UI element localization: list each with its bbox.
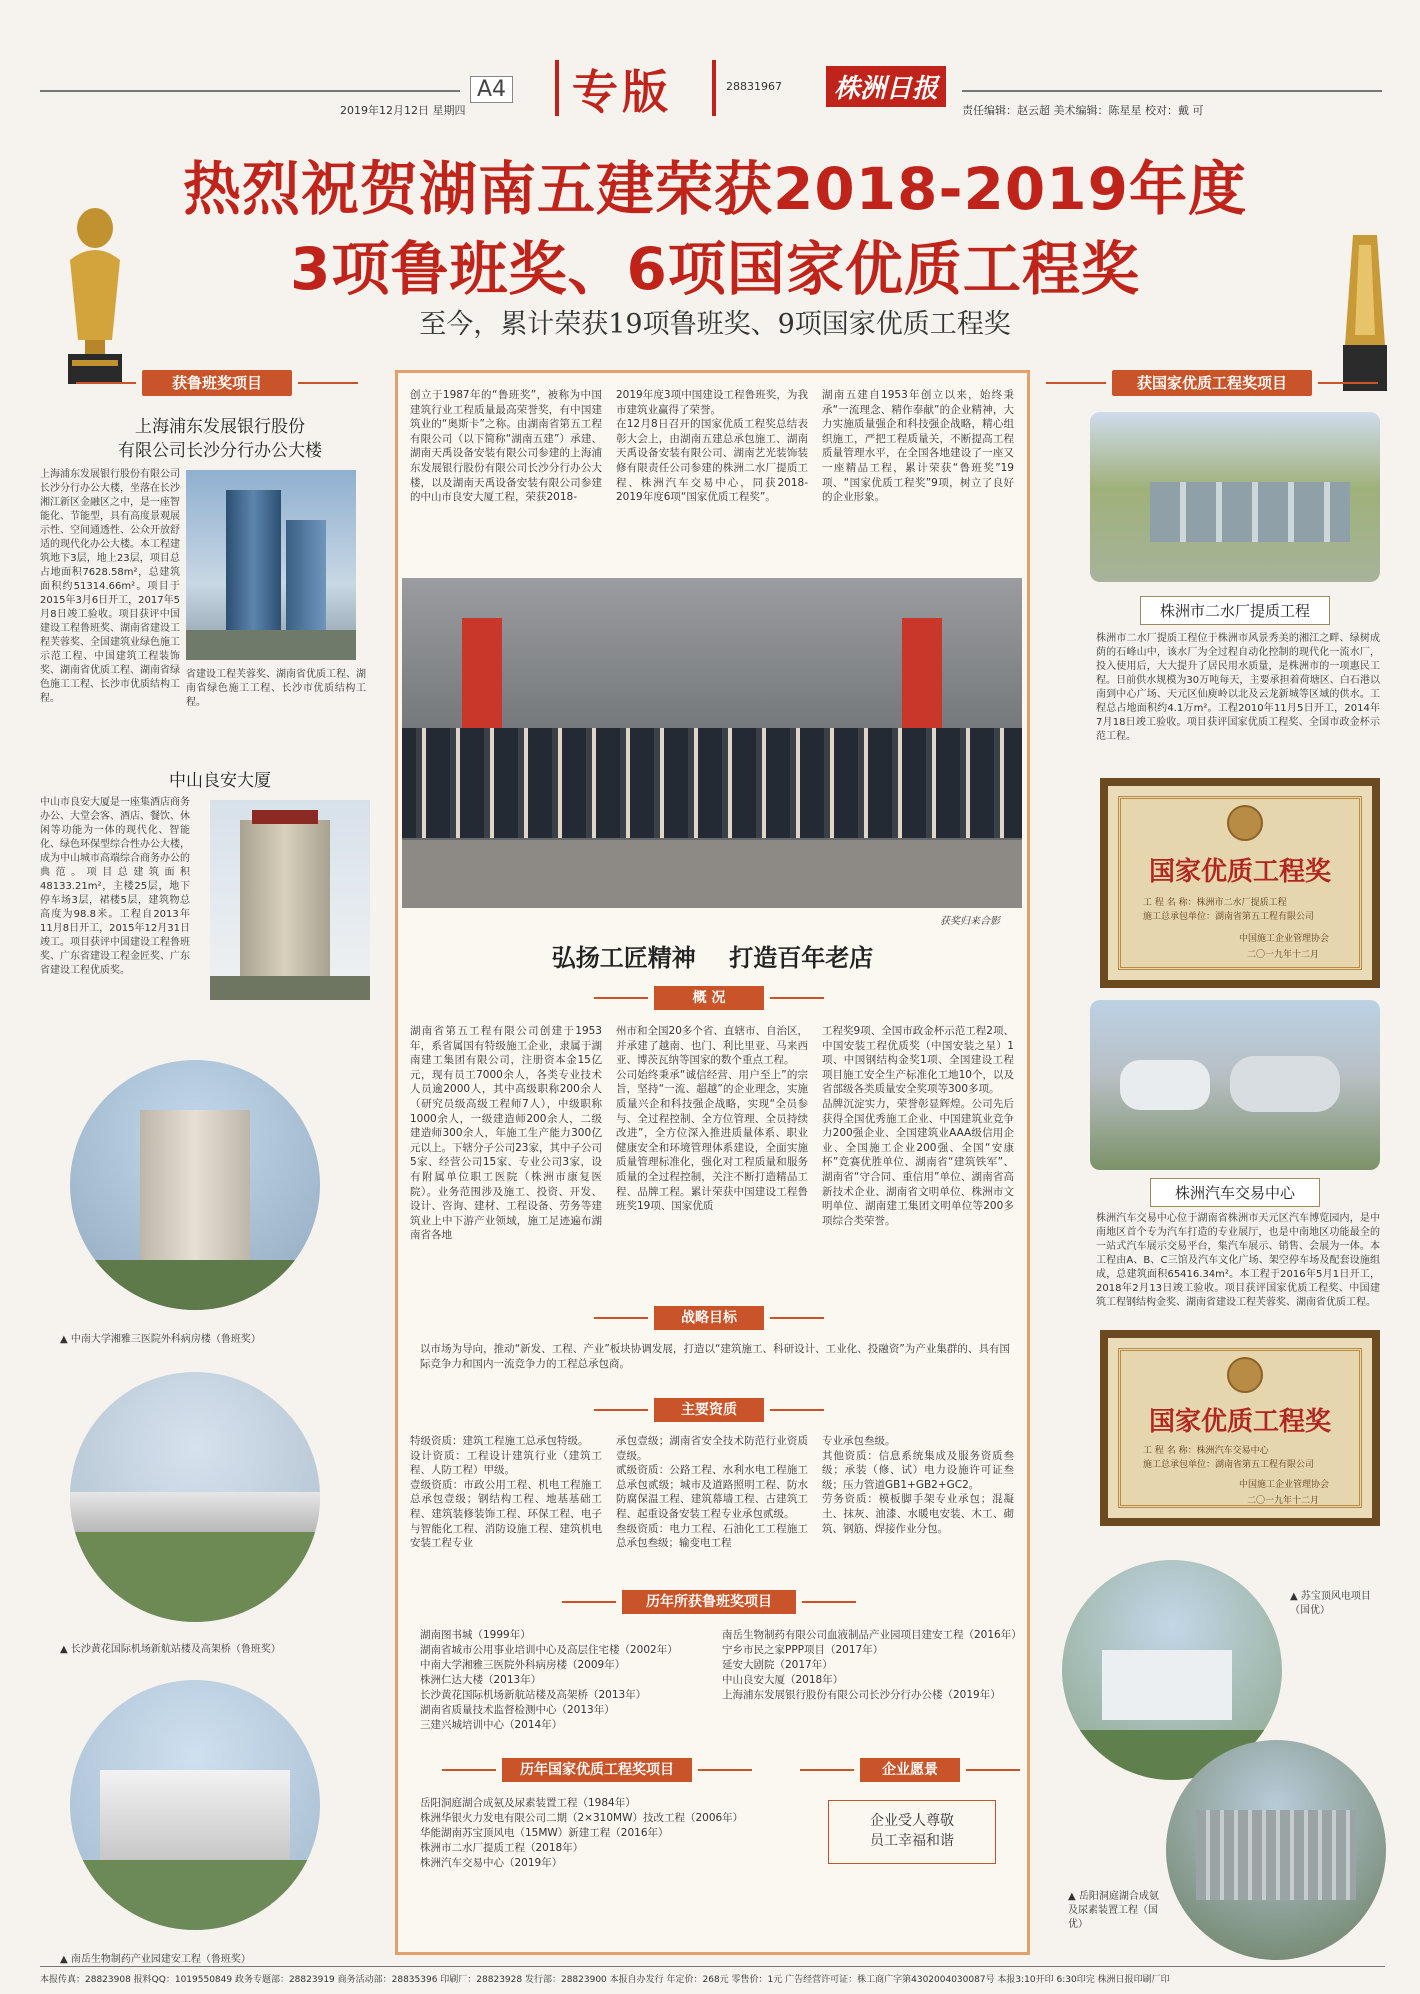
vision-line1: 企业受人尊敬 bbox=[870, 1813, 954, 1829]
plaque2-title: 国家优质工程奖 bbox=[1148, 1407, 1331, 1437]
group-photo bbox=[402, 578, 1022, 908]
header-bar bbox=[555, 60, 559, 116]
plaque1-line4: 二〇一九年十二月 bbox=[1246, 950, 1319, 960]
right-project1-label: 株洲市二水厂提质工程 bbox=[1140, 596, 1330, 625]
qual-col2: 承包壹级；湖南省安全技术防范行业资质壹级。 贰级资质：公路工程、水利水电工程施工总承包贰级；城市及道路照明工程、防水防腐保温工程、建筑幕墙工程、古建筑工程、起重设备安装工程专业承包贰级。 叁级资质：电力工程、石油化工工程施工总承包叁级；输变电工程 bbox=[616, 1435, 808, 1550]
footer-rule bbox=[40, 1966, 1385, 1967]
luban-list-right bbox=[722, 1628, 1022, 1703]
left-project2-title: 中山良安大厦 bbox=[169, 771, 271, 791]
issue-date: 2019年12月12日 星期四 bbox=[340, 104, 466, 117]
auto-center-photo bbox=[1090, 1000, 1380, 1170]
intro-col2: 2019年度3项中国建设工程鲁班奖，为我市建筑业赢得了荣誉。 在12月8日召开的国家优质工程奖总结表彰大会上，由湖南五建总承包施工、湖南天禹设备安装有限公司、湖南艺光装饰装修有限责任公司参建的株洲二水厂提质工程、株洲汽车交易中心，同获2018-2019年度6项“国家优质工程奖”。 bbox=[616, 389, 808, 504]
national-award-plaque-2 bbox=[1100, 1330, 1380, 1526]
national-history-tag: 历年国家优质工程奖项目 bbox=[502, 1758, 692, 1782]
header-bar-right bbox=[712, 60, 716, 116]
left-project1-title1: 上海浦东发展银行股份 bbox=[135, 417, 305, 437]
dongtinghu-plant-photo bbox=[1166, 1740, 1386, 1960]
luban-item: 湖南省质量技术监督检测中心（2013年） bbox=[420, 1704, 615, 1716]
luban-item: 长沙黄花国际机场新航站楼及高架桥（2013年） bbox=[420, 1689, 647, 1701]
luban-projects-tag: 获鲁班奖项目 bbox=[142, 370, 292, 396]
luban-item: 中山良安大厦（2018年） bbox=[722, 1674, 844, 1686]
photo-credit: 获奖归来合影 bbox=[940, 916, 1000, 927]
luban-item: 宁乡市民之家PPP项目（2017年） bbox=[722, 1644, 884, 1656]
headline-sub: 至今，累计荣获19项鲁班奖、9项国家优质工程奖 bbox=[419, 309, 1011, 340]
national-trophy-image bbox=[1335, 225, 1395, 395]
national-item: 株洲华银火力发电有限公司二期（2×310MW）技改工程（2006年） bbox=[420, 1812, 744, 1824]
qual-col1: 特级资质：建筑工程施工总承包特级。 设计资质：工程设计建筑行业（建筑工程、人防工程）甲级。 壹级资质：市政公用工程、机电工程施工总承包壹级；钢结构工程、地基基础工程、建筑装修装饰工程、环保工程、电子与智能化工程、消防设施工程、建筑机电安装工程专业 bbox=[410, 1435, 602, 1550]
luban-item: 中南大学湘雅三医院外科病房楼（2009年） bbox=[420, 1659, 626, 1671]
luban-item: 湖南图书城（1999年） bbox=[420, 1629, 531, 1641]
paper-logo: 株洲日报 bbox=[826, 66, 946, 107]
plaque2-line4: 二〇一九年十二月 bbox=[1246, 1496, 1319, 1506]
left-caption2: ▲ 长沙黄花国际机场新航站楼及高架桥（鲁班奖） bbox=[60, 1644, 281, 1655]
qual-col3: 专业承包叁级。 其他资质：信息系统集成及服务资质叁级；承装（修、试）电力设施许可证叁级；压力管道GB1+GB2+GC2。 劳务资质：模板脚手架专业承包；混凝土、抹灰、油漆、水暖电安装、木工、砌筑、钢筋、焊接作业分包。 bbox=[822, 1435, 1014, 1535]
vision-box bbox=[828, 1800, 996, 1864]
intro-col1: 创立于1987年的“鲁班奖”，被称为中国建筑行业工程质量最高荣誉奖，有中国建筑业的“奥斯卡”之称。由湖南省第五工程有限公司（以下简称“湖南五建”）承建、湖南天禹设备安装有限公司参建的上海浦东发展银行股份有限公司长沙分行办公大楼，以及湖南天禹设备安装有限公司参建的中山市良安大厦工程，荣获2018- bbox=[410, 389, 602, 504]
plaque1-line3: 中国施工企业管理协会 bbox=[1238, 934, 1329, 944]
plaque2-line3: 中国施工企业管理协会 bbox=[1238, 1480, 1329, 1490]
luban-item: 湖南省城市公用事业培训中心及高层住宅楼（2002年） bbox=[420, 1644, 678, 1656]
plaque1-line2: 施工总承包单位：湖南省第五工程有限公司 bbox=[1143, 912, 1315, 922]
overview-col3: 工程奖9项、全国市政金杯示范工程2项、中国安装工程优质奖（中国安装之星）1项、中国钢结构金奖1项、全国建设工程项目施工安全生产标准化工地10个，以及省部级各类质量安全奖项等300多项。 品牌沉淀实力，荣誉彰显辉煌。公司先后获得全国优秀施工企业、中国建筑业竞争力200强企业、全国建筑业AAA级信用企业、全国施工企业200强、全国“安康杯”竞赛优胜单位、湖南省“建筑铁军”、湖南省“守合同、重信用”单位、湖南省高新技术企业、湖南省文明单位、株洲市文明单位、湖南建工集团文明单位等200多项综合类荣誉。 bbox=[822, 1025, 1014, 1227]
right-project1-text: 株洲市二水厂提质工程位于株洲市风景秀美的湘江之畔、绿树成荫的石峰山中，该水厂为全过程自动化控制的现代化一流水厂，投入使用后，大大提升了居民用水质量，是株洲市的一项惠民工程。日前供水规模为30万吨每天，主要承担着荷塘区、白石港以南到中心广场、天元区仙庾岭以北及云龙新城等区域的供水。工程总占地面积约4.1万m²。工程2010年11月5日开工，2014年7月18日竣工验收。项目获评国家优质工程奖、全国市政金杯示范工程。 bbox=[1096, 633, 1380, 742]
plaque1-title: 国家优质工程奖 bbox=[1148, 857, 1331, 887]
overview-tag: 概 况 bbox=[654, 986, 764, 1010]
plaque1-line1: 工 程 名 称：株洲市二水厂提质工程 bbox=[1143, 898, 1287, 908]
national-item: 华能湖南苏宝顶风电（15MW）新建工程（2016年） bbox=[420, 1827, 669, 1839]
nanyue-pharma-photo bbox=[70, 1680, 320, 1930]
left-project1-title2: 有限公司长沙分行办公大楼 bbox=[118, 441, 322, 461]
left-caption3: ▲ 南岳生物制药产业园建安工程（鲁班奖） bbox=[60, 1954, 251, 1965]
left-project1-text-cont: 省建设工程芙蓉奖、湖南省优质工程、湖南省绿色施工工程、长沙市优质结构工程。 bbox=[186, 669, 366, 708]
vision-tag: 企业愿景 bbox=[860, 1758, 960, 1782]
xiangya-hospital-photo bbox=[70, 1060, 320, 1310]
luban-history-tag: 历年所获鲁班奖项目 bbox=[622, 1590, 796, 1614]
airport-photo bbox=[70, 1372, 320, 1622]
editors: 责任编辑：赵云超 美术编辑：陈星星 校对：戴 可 bbox=[962, 104, 1204, 117]
plaque2-emblem-icon bbox=[1227, 1357, 1263, 1393]
plaque2-line2: 施工总承包单位：湖南省第五工程有限公司 bbox=[1143, 1460, 1315, 1470]
qualification-tag: 主要资质 bbox=[654, 1398, 764, 1422]
left-project2-text: 中山市良安大厦是一座集酒店商务办公、大堂会客、酒店、餐饮、休闲等功能为一体的现代化、智能化、绿色环保型综合性办公大楼，成为中山城市高端综合商务办公的典范。项目总建筑面积48133.21m²，主楼25层，地下停车场3层，裙楼5层，建筑物总高度为98.8米。工程自2013年11月8日开工，2015年12月31日竣工。项目获评中国建设工程鲁班奖、广东省建设工程金匠奖、广东省建设工程优质奖。 bbox=[40, 797, 190, 976]
header-rule-left bbox=[40, 90, 460, 92]
slogan: 弘扬工匠精神 打造百年老店 bbox=[551, 943, 874, 972]
luban-item: 南岳生物制药有限公司血液制品产业园项目建安工程（2016年） bbox=[722, 1629, 1022, 1641]
intro-col3: 湖南五建自1953年创立以来，始终秉承“一流理念、精作奉献”的企业精神，大力实施质量强企和科技强企战略，精心组织施工，严把工程质量关，不断提高工程质量管理水平，在全国各地建设了一座又一座精品工程，累计荣获“鲁班奖”19项、“国家优质工程奖”9项，树立了良好的企业形象。 bbox=[822, 389, 1014, 504]
plaque-emblem-icon bbox=[1227, 805, 1263, 841]
footer-info: 本报传真：28823908 报料QQ：1019550849 政务专题部：28823919 商务活动部：28835396 印刷厂：28823928 发行部：28823900 本报自办发行 年定价：268元 零售价：1元 广告经营许可证：株工商广字第4302004030087号 本报3:10开印 6:30印完 株洲日报印刷厂印 bbox=[40, 1975, 1170, 1985]
right-caption1: ▲ 苏宝顶风电项目（国优） bbox=[1290, 1591, 1371, 1616]
luban-trophy-image bbox=[50, 190, 140, 390]
luban-item: 株洲仁达大楼（2013年） bbox=[420, 1674, 542, 1686]
spdb-building-photo bbox=[186, 470, 356, 660]
national-award-plaque-1 bbox=[1100, 778, 1380, 988]
left-project1-text: 上海浦东发展银行股份有限公司长沙分行办公大楼，坐落在长沙湘江新区金融区之中，是一座智能化、节能型，具有高度景观展示性、空间通透性、公众开放舒适的现代化办公大楼。本工程建筑地下3层，地上23层，项目总占地面积7628.58m²，总建筑面积约51314.66m²。项目于2015年3月6日开工，2017年5月8日竣工验收。项目获评中国建设工程鲁班奖、湖南省建设工程芙蓉奖、全国建筑业绿色施工示范工程、中国建筑工程装饰奖、湖南省优质工程、湖南省绿色施工工程、长沙市优质结构工程。 bbox=[40, 469, 180, 704]
right-project2-text: 株洲汽车交易中心位于湖南省株洲市天元区汽车博览园内，是中南地区首个专为汽车打造的专业展厅，也是中南地区功能最全的一站式汽车展示交易平台，集汽车展示、销售、会展为一体。本工程由A、B、C三馆及汽车文化广场、架空停车场及配套设施组成，总建筑面积65416.34m²。本工程于2016年5月1日开工，2018年2月13日竣工验收。项目获评国家优质工程奖、中国建筑工程钢结构金奖、湖南省建设工程芙蓉奖、湖南省优质工程。 bbox=[1096, 1213, 1380, 1308]
headline-line1: 热烈祝贺湖南五建荣获2018-2019年度 bbox=[183, 155, 1247, 223]
section-name: 专版 bbox=[572, 65, 672, 119]
national-item: 岳阳洞庭湖合成氨及尿素装置工程（1984年） bbox=[420, 1797, 636, 1809]
overview-col1: 湖南省第五工程有限公司创建于1953年，系省属国有特级施工企业，隶属于湖南建工集团有限公司，注册资本金15亿元，现有员工7000余人，各类专业技术人员逾2000人，其中高级职称200余人（研究员级高级工程师7人），中级职称1000余人，一级建造师200余人，二级建造师300余人，年施工生产能力300亿元以上。下辖分子公司23家，其中子公司5家、经营公司15家、专业公司3家，设有附属单位职工医院（株洲市康复医院）。业务范围涉及施工、投资、开发、设计、咨询、建材、工程设备、劳务等建筑业上中下游产业领域，施工足迹遍布湖南省各地 bbox=[410, 1025, 602, 1242]
luban-item: 延安大剧院（2017年） bbox=[722, 1659, 833, 1671]
strategy-text: 以市场为导向，推动“新发、工程、产业”板块协调发展，打造以“建筑施工、科研设计、工业化、投融资”为产业集群的、具有国际竞争力和国内一流竞争力的工程总承包商。 bbox=[420, 1343, 1010, 1370]
header-rule-right bbox=[962, 90, 1382, 92]
vision-line2: 员工幸福和谐 bbox=[870, 1833, 954, 1849]
national-list bbox=[420, 1796, 820, 1871]
national-item: 株洲汽车交易中心（2019年） bbox=[420, 1857, 563, 1869]
headline-line2: 3项鲁班奖、6项国家优质工程奖 bbox=[290, 235, 1140, 303]
section-phone: 28831967 bbox=[726, 80, 782, 93]
luban-list-left bbox=[420, 1628, 720, 1733]
luban-item: 三建兴城培训中心（2014年） bbox=[420, 1719, 563, 1731]
national-item: 株洲市二水厂提质工程（2018年） bbox=[420, 1842, 584, 1854]
plaque2-line1: 工 程 名 称：株洲汽车交易中心 bbox=[1143, 1446, 1269, 1456]
water-plant-photo bbox=[1090, 412, 1380, 582]
right-caption2: ▲ 岳阳洞庭湖合成氨及尿素装置工程（国优） bbox=[1068, 1891, 1159, 1930]
strategy-tag: 战略目标 bbox=[654, 1306, 764, 1330]
national-projects-tag: 获国家优质工程奖项目 bbox=[1112, 370, 1312, 396]
luban-item: 上海浦东发展银行股份有限公司长沙分行办公楼（2019年） bbox=[722, 1689, 1001, 1701]
zhongshan-building-photo bbox=[210, 800, 370, 1000]
overview-col2: 州市和全国20多个省、直辖市、自治区，并承建了越南、也门、利比里亚、马来西亚、博茨瓦纳等国家的数个重点工程。 公司始终秉承“诚信经营、用户至上”的宗旨，坚持“一流、超越”的企业理念，实施质量兴企和科技强企战略，实现“全员参与、全过程控制、全方位管理、全员持续改进”，全方位深入推进质量体系、职业健康安全和环境管理体系建设，全面实施质量管理标准化，强化对工程质量和服务质量的全过程控制，关注不断打造精品工程、品牌工程。累计荣获中国建设工程鲁班奖19项、国家优质 bbox=[616, 1025, 808, 1213]
page-number: A4 bbox=[470, 76, 513, 103]
right-project2-label: 株洲汽车交易中心 bbox=[1150, 1178, 1320, 1207]
left-caption1: ▲ 中南大学湘雅三医院外科病房楼（鲁班奖） bbox=[60, 1334, 261, 1345]
